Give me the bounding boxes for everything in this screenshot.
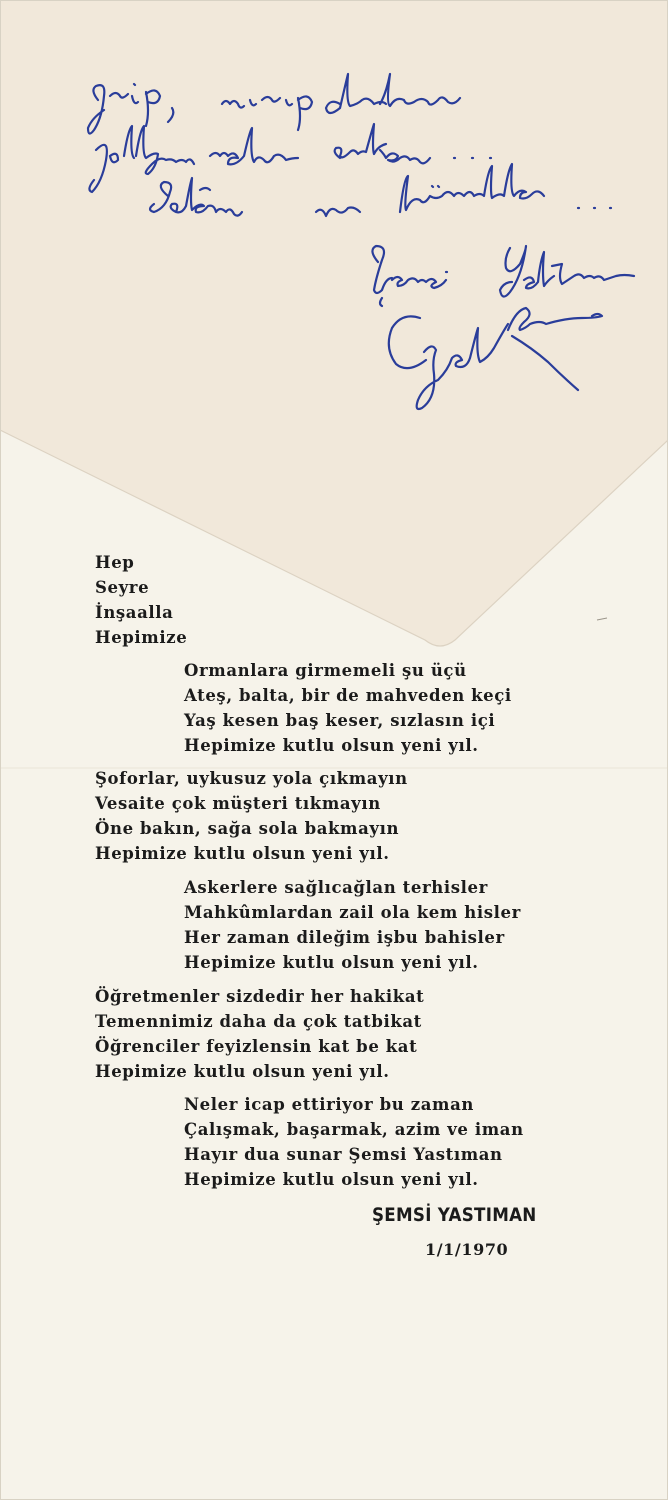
poem-line: İnşaalla — [95, 603, 174, 622]
poem-line: Temennimiz daha da çok tatbikat — [95, 1012, 422, 1031]
poem-line: Şoforlar, uykusuz yola çıkmayın — [95, 769, 408, 788]
poem-line: Vesaite çok müşteri tıkmayın — [95, 794, 381, 813]
poem-line: Hepimize kutlu olsun yeni yıl. — [184, 736, 479, 755]
poem-line: Askerlere sağlıcağlan terhisler — [184, 878, 488, 897]
poem-line: Öğretmenler sizdedir her hakikat — [95, 987, 425, 1006]
poem-line: Ateş, balta, bir de mahveden keçi — [184, 686, 512, 705]
poem-line: Hayır dua sunar Şemsi Yastıman — [184, 1145, 503, 1164]
poem-line: Yaş kesen baş keser, sızlasın içi — [184, 711, 496, 730]
poem-line: Seyre — [95, 578, 150, 597]
poem-date: 1/1/1970 — [425, 1240, 509, 1259]
author-signature: ŞEMSİ YASTIMAN — [372, 1204, 537, 1226]
poem-line: Mahkûmlardan zail ola kem hisler — [184, 903, 521, 922]
poem-line: Hepimize kutlu olsun yeni yıl. — [184, 1170, 479, 1189]
poem-line: Çalışmak, başarmak, azim ve iman — [184, 1120, 524, 1139]
poem-line: Hep — [95, 553, 135, 572]
poem-line: Hepimize — [95, 628, 188, 647]
poem-line: Ormanlara girmemeli şu üçü — [184, 661, 467, 680]
poem-line: Öne bakın, sağa sola bakmayın — [95, 819, 400, 838]
poem-line: Neler icap ettiriyor bu zaman — [184, 1095, 474, 1114]
poem-line: Hepimize kutlu olsun yeni yıl. — [95, 1062, 390, 1081]
poem-line: Her zaman dileğim işbu bahisler — [184, 928, 505, 947]
poem-line: Hepimize kutlu olsun yeni yıl. — [184, 953, 479, 972]
poem-line: Hepimize kutlu olsun yeni yıl. — [95, 844, 390, 863]
poem-line: Öğrenciler feyizlensin kat be kat — [95, 1037, 418, 1056]
